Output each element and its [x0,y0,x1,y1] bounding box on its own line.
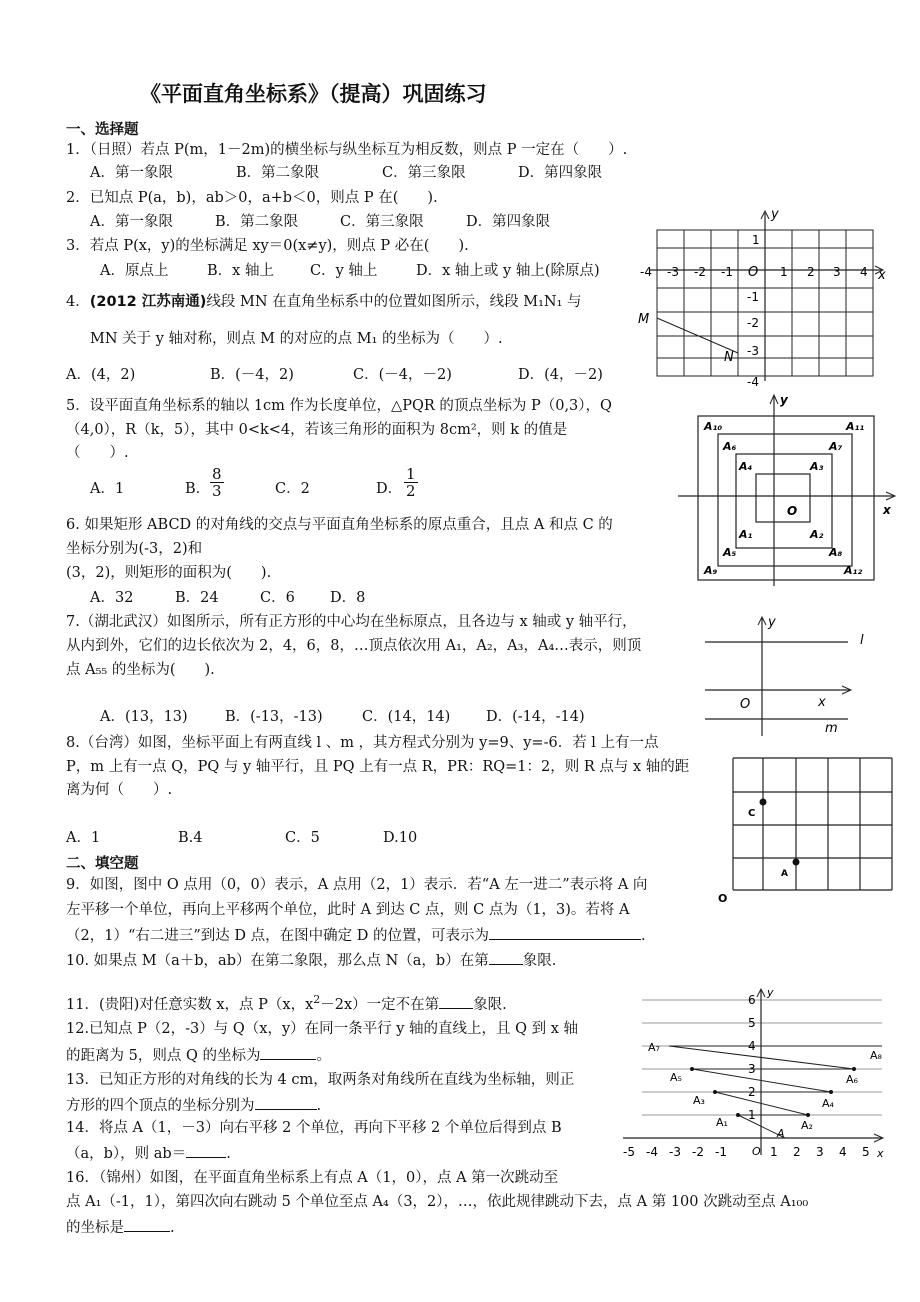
fig3-line-m: m [825,721,838,736]
fig2-label: A₆ [723,440,737,453]
question-14-line1: 14．将点 A（1，－3）向右平移 2 个单位，再向下平移 2 个单位后得到点 B [66,1120,562,1136]
fig5-ytick: 1 [748,1108,756,1122]
fig2-label: A₁₀ [704,420,723,433]
fig5-xtick: 3 [816,1145,824,1159]
q10-answer-blank[interactable] [489,950,523,965]
fig2-label: A₄ [739,460,753,473]
q10-text: 10. 如果点 M（a＋b，ab）在第二象限，那么点 N（a，b）在第 [66,953,489,969]
q7-option-d: D．(-14，-14) [486,709,585,725]
fig1-xtick: 1 [780,265,788,279]
question-12-line1: 12.已知点 P（2，-3）与 Q（x，y）在同一条平行 y 轴的直线上，且 Q 到 x 轴 [66,1021,579,1037]
q7-option-a: A．(13，13) [100,709,188,725]
question-13-line2 [66,1095,321,1115]
q10-end: 象限. [522,953,557,969]
q2-option-d: D．第四象限 [466,214,551,230]
question-8-line3: 离为何（ ）. [66,782,173,798]
section-heading-fill: 二、填空题 [66,856,139,872]
fig2-label: A₇ [829,440,843,453]
fig3-x-label: x [818,695,826,710]
fig5-xtick: 2 [793,1145,801,1159]
question-16-line3 [66,1217,175,1237]
question-6-line2: 坐标分别为(-3，2)和 [66,541,203,557]
question-4-line2: MN 关于 y 轴对称，则点 M 的对应的点 M₁ 的坐标为（ ）. [90,331,503,347]
fig5-label: A₁ [716,1116,728,1129]
q3-option-b: B．x 轴上 [207,263,274,279]
fig5-label: A₄ [822,1097,834,1110]
figure-q8-lines [700,608,870,738]
fig2-x-label: x [883,503,891,517]
q4-source: (2012 江苏南通) [89,294,207,310]
question-2: 2．已知点 P(a，b)，ab＞0，a+b＜0，则点 P 在( ). [66,190,438,206]
fig2-y-label: y [780,393,788,407]
q4-option-a: A．(4，2) [66,367,136,383]
fig2-label: A₁₂ [844,564,863,577]
fig1-xtick: 3 [833,265,841,279]
q12-answer-blank[interactable] [260,1045,316,1060]
q1-option-d: D．第四象限 [518,165,603,181]
fig2-label: A₉ [704,564,718,577]
fig5-ytick: 4 [748,1039,756,1053]
q8-option-c: C．5 [285,830,320,846]
q6-option-c: C．6 [260,590,295,606]
question-6-line1: 6. 如果矩形 ABCD 的对角线的交点与平面直角坐标系的原点重合，且点 A 和点 C 的 [66,517,613,533]
q5-option-d: D． [376,481,403,497]
fig1-ytick: -4 [747,375,759,388]
fig1-xtick: -3 [667,265,679,279]
fig2-label: A₁ [739,528,753,541]
q4-option-d: D．(4，－2) [518,367,603,383]
q14-text: （a，b），则 ab＝ [66,1146,187,1162]
figure-q4-grid [630,203,890,388]
fig5-xtick: -1 [715,1145,727,1159]
q5-fraction-b [210,466,224,499]
q5-fraction-d [404,466,418,499]
fig1-xtick: -2 [694,265,706,279]
question-7-line2: 从内到外，它们的边长依次为 2，4，6，8，…顶点依次用 A₁，A₂，A₃，A₄…表示，则顶 [66,638,642,654]
q14-end: . [226,1146,231,1162]
question-9-line3: （2，1）“右二进三”到达 D 点，在图中确定 D 的位置，可表示为 . [66,925,646,945]
question-8-line1: 8.（台湾）如图，坐标平面上有两直线 l 、m ，其方程式分别为 y=9、y=-6．若 l 上有一点 [66,735,659,751]
fig5-ytick: 3 [748,1062,756,1076]
fig1-ytick: 1 [752,233,760,247]
fig5-xtick: -4 [646,1145,658,1159]
q1-option-a: A．第一象限 [90,165,173,181]
fig1-origin: O [748,265,759,280]
fig5-xtick: -3 [669,1145,681,1159]
fig2-label: A₁₁ [846,420,865,433]
q12-end: 。 [316,1048,331,1064]
fig2-label: A₅ [723,546,737,559]
fig4-label-c: C [748,808,756,819]
q1-option-b: B．第二象限 [236,165,320,181]
q5-option-c: C．2 [275,481,310,497]
q11-superscript: 2 [313,993,321,1006]
question-5-line1: 5．设平面直角坐标系的轴以 1cm 作为长度单位，△PQR 的顶点坐标为 P（0,3），Q [66,398,612,414]
fig2-label: A₈ [829,546,843,559]
question-13-line1: 13．已知正方形的对角线的长为 4 cm，取两条对角线所在直线为坐标轴，则正 [66,1072,575,1088]
q11-text-a: 11．(贵阳)对任意实数 x，点 P（x，x [66,996,314,1013]
fig5-xtick: 4 [839,1145,847,1159]
q12-text: 的距离为 5，则点 Q 的坐标为 [66,1048,261,1064]
q5-option-a: A．1 [90,481,125,497]
fig5-xtick: 5 [862,1145,870,1159]
fig4-origin: O [718,892,728,904]
q1-option-c: C．第三象限 [382,165,466,181]
fig2-label: A₃ [810,460,824,473]
q11-answer-blank[interactable] [439,994,473,1009]
question-14-line2 [66,1143,231,1163]
q4-number: 4． [66,294,90,310]
q14-answer-blank[interactable] [186,1143,226,1158]
question-5-line2: （4,0），R（k，5），其中 0<k<4，若该三角形的面积为 8cm²，则 k 的值是 [66,422,568,438]
q13-answer-blank[interactable] [255,1095,317,1110]
fig1-point-n: N [724,350,734,365]
q5-fraction-d-num: 1 [406,465,416,483]
fig1-y-label: y [771,207,779,222]
q7-option-b: B．(-13，-13) [225,709,323,725]
q13-end: . [316,1098,322,1114]
fig5-label: A₇ [648,1041,660,1054]
question-9-line1: 9．如图，图中 O 点用（0，0）表示，A 点用（2，1）表示．若“A 左一进二”表示将 A 向 [66,877,648,893]
question-9-line2: 左平移一个单位，再向上平移两个单位，此时 A 到达 C 点，则 C 点为（1，3)。若将 A [66,902,630,918]
question-16-line1: 16．（锦州）如图，在平面直角坐标系上有点 A（1，0），点 A 第一次跳动至 [66,1170,559,1186]
q5-fraction-b-num: 8 [212,465,222,483]
fig5-ytick: 5 [748,1016,756,1030]
q3-option-a: A．原点上 [100,263,169,279]
fig5-xtick: -5 [623,1145,635,1159]
q16-end: . [170,1220,175,1236]
fig5-xtick: -2 [692,1145,704,1159]
fig1-ytick: -2 [747,316,759,330]
question-3: 3．若点 P(x，y)的坐标满足 xy＝0(x≠y)，则点 P 必在( ). [66,238,469,254]
fig3-y-label: y [768,615,776,630]
fig2-label: A₂ [810,528,824,541]
q6-option-b: B．24 [175,590,219,606]
fig5-ytick: 2 [748,1085,756,1099]
q7-option-c: C．(14，14) [362,709,451,725]
q13-text: 方形的四个顶点的坐标分别为 [66,1098,255,1114]
question-8-line2: P，m 上有一点 Q，PQ 与 y 轴平行，且 PQ 上有一点 R，PR：RQ=1：2，则 R 点与 x 轴的距 [66,759,690,775]
question-10 [66,950,556,970]
fig5-label: A₂ [801,1119,813,1132]
fig5-label: A [777,1127,785,1140]
question-5-line3: （ ）. [66,445,129,461]
fig4-label-a: A [781,869,788,879]
q4-option-c: C．(－4，－2) [353,367,452,383]
q6-option-a: A．32 [90,590,134,606]
fig1-x-label: x [878,268,886,283]
question-6-line3: (3，2)，则矩形的面积为( ). [66,565,272,581]
page-title: 《平面直角坐标系》（提高）巩固练习 [140,82,487,106]
question-1: 1．（日照）若点 P(m，1－2m)的横坐标与纵坐标互为相反数，则点 P 一定在（ ）. [66,142,628,158]
q5-fraction-d-den: 2 [406,482,416,500]
fig1-ytick: -3 [747,344,759,358]
q8-option-b: B.4 [178,830,203,846]
q11-text-b: －2x）一定不在第 [320,996,440,1013]
figure-q7-squares [676,390,902,590]
q6-option-d: D．8 [330,590,366,606]
q9-text: （2，1）“右二进三”到达 D 点，在图中确定 D 的位置，可表示为 [66,928,489,944]
fig5-label: A₃ [693,1094,705,1107]
question-7-line3: 点 A₅₅ 的坐标为( ). [66,662,215,678]
question-7-line1: 7.（湖北武汉）如图所示，所有正方形的中心均在坐标原点，且各边与 x 轴或 y 轴平行， [66,614,637,630]
q16-text: 的坐标是 [66,1220,124,1236]
question-4-line1 [66,293,582,311]
fig1-xtick: -1 [721,265,733,279]
q16-answer-blank[interactable] [124,1217,170,1232]
q2-option-c: C．第三象限 [340,214,424,230]
fig3-origin: O [740,697,751,712]
q4-text: 线段 MN 在直角坐标系中的位置如图所示，线段 M₁N₁ 与 [206,294,582,310]
question-12-line2 [66,1045,331,1065]
fig5-origin: O [752,1145,761,1158]
fig5-x-label: x [877,1147,884,1160]
fig5-label: A₆ [846,1073,858,1086]
fig5-label: A₈ [870,1049,882,1062]
q2-option-b: B．第二象限 [215,214,299,230]
fig2-origin: O [787,504,798,518]
q8-option-d: D.10 [383,830,418,846]
q3-option-d: D．x 轴上或 y 轴上(除原点) [416,263,600,279]
fig1-xtick: -4 [640,265,652,279]
fig4-point-c [760,799,767,806]
question-11 [66,991,507,1014]
fig3-line-l: l [860,633,864,648]
figure-q16-jumps [620,985,890,1165]
fig5-label: A₅ [670,1071,682,1084]
fig1-point-m: M [638,312,650,327]
fig1-xtick: 2 [807,265,815,279]
q11-end: 象限. [473,996,507,1013]
question-16-line2: 点 A₁（-1，1），第四次向右跳动 5 个单位至点 A₄（3，2），…，依此规律跳动下去，点 A 第 100 次跳动至点 A₁₀₀ [66,1194,809,1210]
q3-option-c: C．y 轴上 [310,263,378,279]
q8-option-a: A．1 [66,830,101,846]
figure-q9-grid [708,752,898,904]
fig5-xtick: 1 [770,1145,778,1159]
q4-option-b: B．(－4，2) [210,367,294,383]
fig1-ytick: -1 [747,290,759,304]
fig4-point-a [793,859,800,866]
section-heading-choice: 一、选择题 [66,122,139,138]
q5-option-b: B． [185,481,211,497]
q9-answer-blank[interactable] [489,925,641,940]
q2-option-a: A．第一象限 [90,214,173,230]
fig1-xtick: 4 [860,265,868,279]
q5-fraction-b-den: 3 [212,482,222,500]
fig5-y-label: y [767,986,774,999]
fig5-ytick: 6 [748,993,756,1007]
